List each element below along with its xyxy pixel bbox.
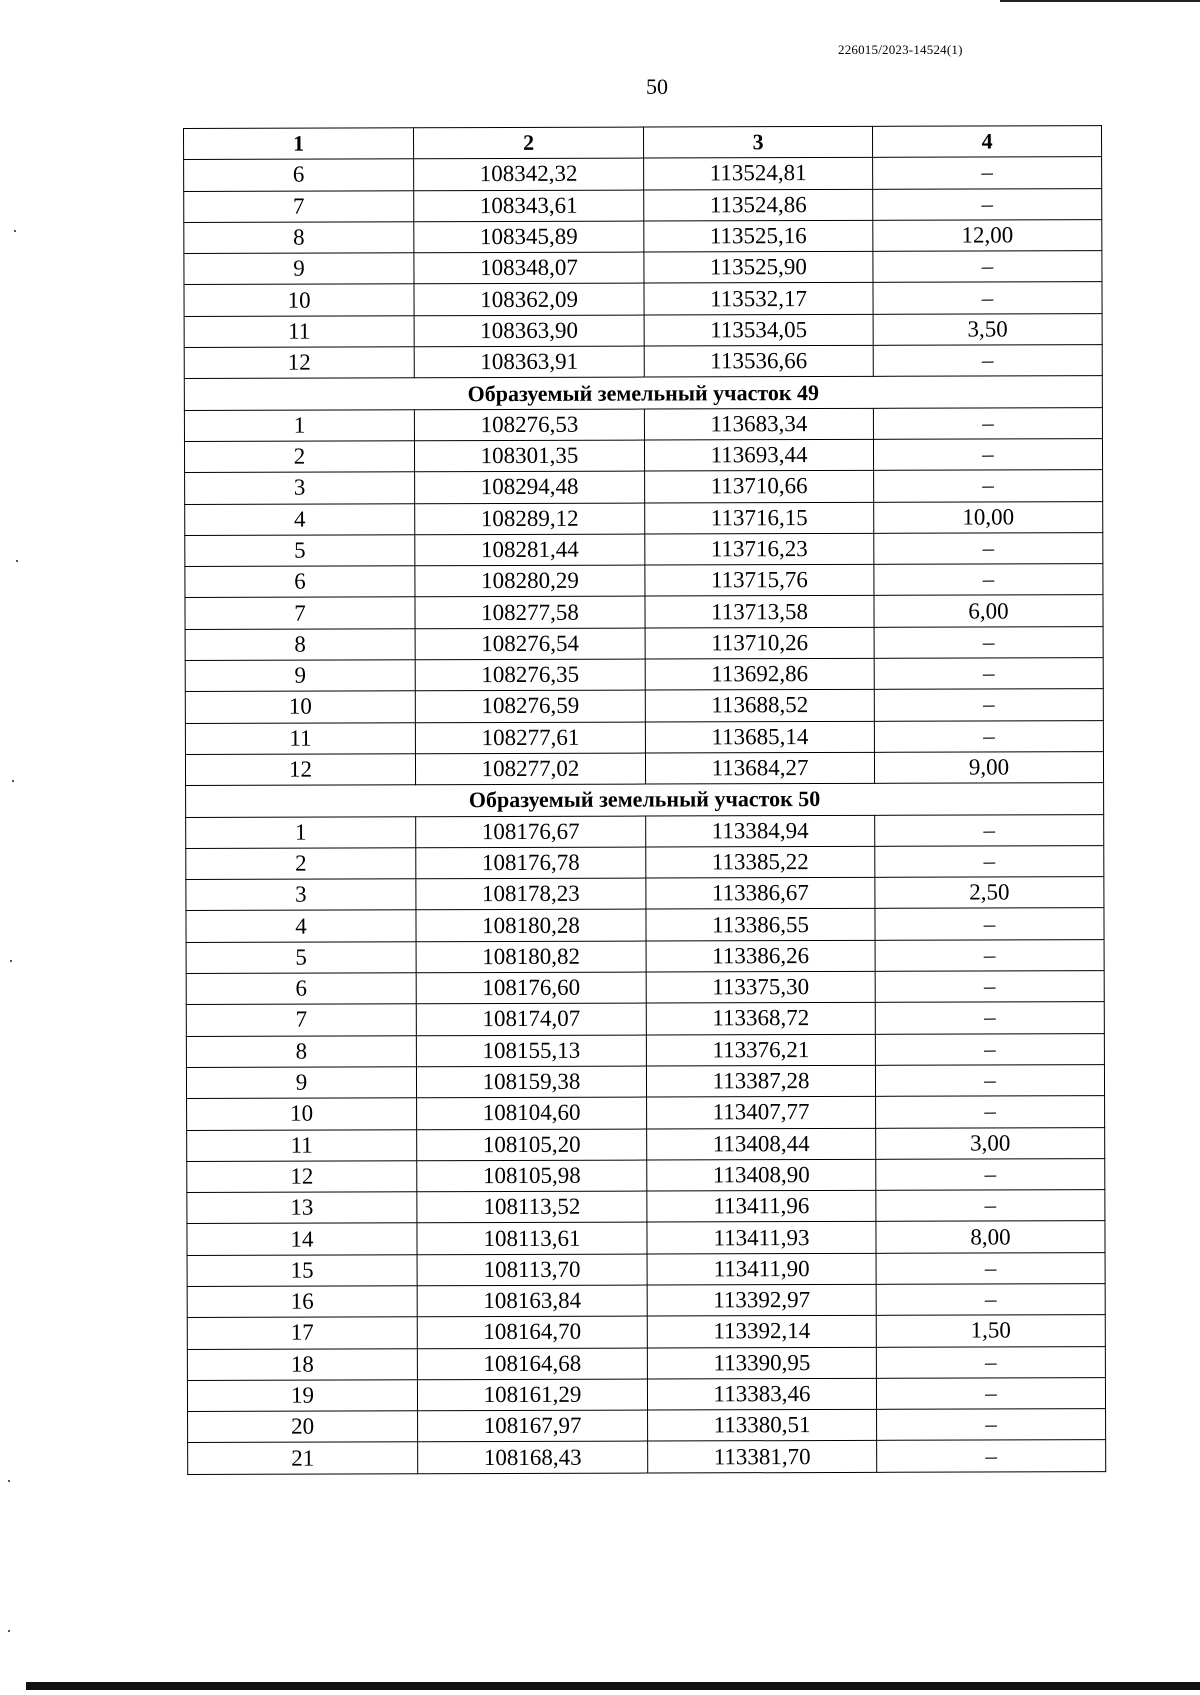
x-coordinate-cell: 108342,32 [414, 158, 644, 190]
y-coordinate-cell: 113385,22 [646, 846, 875, 878]
y-coordinate-cell: 113688,52 [645, 690, 874, 722]
distance-cell: – [876, 1096, 1105, 1128]
x-coordinate-cell: 108301,35 [414, 440, 644, 472]
y-coordinate-cell: 113524,81 [644, 158, 873, 190]
table-row [184, 439, 1102, 473]
y-coordinate-cell: 113411,93 [647, 1222, 876, 1254]
x-coordinate-cell: 108276,53 [414, 409, 644, 441]
x-coordinate-cell: 108348,07 [414, 252, 644, 284]
y-coordinate-cell: 113392,97 [647, 1284, 876, 1316]
distance-cell: 3,00 [876, 1127, 1105, 1159]
x-coordinate-cell: 108180,82 [416, 941, 646, 973]
y-coordinate-cell: 113716,23 [645, 533, 874, 565]
point-number-cell: 11 [185, 722, 415, 754]
x-coordinate-cell: 108168,43 [418, 1442, 648, 1474]
distance-cell: 2,50 [875, 877, 1104, 909]
distance-cell: – [873, 439, 1102, 471]
x-coordinate-cell: 108161,29 [417, 1379, 647, 1411]
point-number-cell: 7 [184, 190, 414, 222]
table-row [184, 157, 1102, 191]
x-coordinate-cell: 108178,23 [416, 878, 646, 910]
x-coordinate-cell: 108113,52 [417, 1191, 647, 1223]
x-coordinate-cell: 108176,67 [416, 816, 646, 848]
point-number-cell: 6 [186, 973, 416, 1005]
distance-cell: 8,00 [876, 1221, 1105, 1253]
x-coordinate-cell: 108159,38 [416, 1066, 646, 1098]
table-row [185, 470, 1103, 504]
table-row [185, 658, 1103, 692]
scan-speck [8, 1630, 10, 1632]
point-number-cell: 3 [186, 879, 416, 911]
table-row [185, 532, 1103, 566]
distance-cell: – [875, 814, 1104, 846]
table-row [186, 814, 1104, 848]
point-number-cell: 8 [186, 1035, 416, 1067]
point-number-cell: 7 [186, 1004, 416, 1036]
point-number-cell: 15 [187, 1254, 417, 1286]
distance-cell: 10,00 [874, 501, 1103, 533]
y-coordinate-cell: 113684,27 [645, 752, 874, 784]
y-coordinate-cell: 113713,58 [645, 596, 874, 628]
x-coordinate-cell: 108176,60 [416, 972, 646, 1004]
x-coordinate-cell: 108176,78 [416, 847, 646, 879]
point-number-cell: 21 [188, 1442, 418, 1474]
section-header-row [186, 783, 1104, 817]
table-row [187, 1252, 1105, 1286]
table-row [187, 1377, 1105, 1411]
distance-cell: – [875, 1002, 1104, 1034]
point-number-cell: 11 [187, 1129, 417, 1161]
table-row [186, 845, 1104, 879]
point-number-cell: 14 [187, 1223, 417, 1255]
point-number-cell: 9 [185, 660, 415, 692]
point-number-cell: 13 [187, 1192, 417, 1224]
y-coordinate-cell: 113524,86 [644, 189, 873, 221]
scan-edge-bottom [26, 1682, 1200, 1690]
table-row [187, 1127, 1105, 1161]
table-row [188, 1440, 1106, 1474]
y-coordinate-cell: 113392,14 [647, 1316, 876, 1348]
table-row [187, 1158, 1105, 1192]
page-number: 50 [646, 74, 668, 99]
point-number-cell: 1 [184, 409, 414, 441]
point-number-cell: 12 [185, 754, 415, 786]
point-number-cell: 2 [184, 441, 414, 473]
scan-speck [16, 560, 18, 562]
y-coordinate-cell: 113525,90 [644, 252, 873, 284]
point-number-cell: 19 [187, 1380, 417, 1412]
distance-cell: – [873, 282, 1102, 314]
x-coordinate-cell: 108113,61 [417, 1222, 647, 1254]
point-number-cell: 7 [185, 597, 415, 629]
distance-cell: – [874, 658, 1103, 690]
point-number-cell: 6 [185, 566, 415, 598]
table-row [184, 407, 1102, 441]
point-number-cell: 16 [187, 1286, 417, 1318]
x-coordinate-cell: 108343,61 [414, 190, 644, 222]
y-coordinate-cell: 113716,15 [645, 502, 874, 534]
x-coordinate-cell: 108105,20 [417, 1129, 647, 1161]
y-coordinate-cell: 113710,66 [645, 471, 874, 503]
x-coordinate-cell: 108104,60 [417, 1097, 647, 1129]
y-coordinate-cell: 113710,26 [645, 627, 874, 659]
x-coordinate-cell: 108345,89 [414, 221, 644, 253]
table-row [186, 877, 1104, 911]
document-number: 226015/2023-14524(1) [838, 42, 963, 57]
point-number-cell: 9 [186, 1067, 416, 1099]
column-header: 1 [184, 128, 414, 160]
point-number-cell: 5 [186, 941, 416, 973]
y-coordinate-cell: 113693,44 [644, 439, 873, 471]
y-coordinate-cell: 113383,46 [647, 1378, 876, 1410]
distance-cell: – [876, 1284, 1105, 1316]
y-coordinate-cell: 113380,51 [648, 1409, 877, 1441]
distance-cell: – [877, 1440, 1106, 1472]
x-coordinate-cell: 108276,59 [415, 690, 645, 722]
distance-cell: – [875, 908, 1104, 940]
x-coordinate-cell: 108363,90 [414, 315, 644, 347]
section-title: Образуемый земельный участок 50 [186, 783, 1104, 817]
y-coordinate-cell: 113715,76 [645, 564, 874, 596]
y-coordinate-cell: 113408,90 [647, 1159, 876, 1191]
table-row [184, 188, 1102, 222]
table-header-row [184, 126, 1102, 160]
point-number-cell: 6 [184, 159, 414, 191]
x-coordinate-cell: 108164,70 [417, 1316, 647, 1348]
y-coordinate-cell: 113411,90 [647, 1253, 876, 1285]
distance-cell: 1,50 [876, 1315, 1105, 1347]
x-coordinate-cell: 108174,07 [416, 1003, 646, 1035]
scan-speck [10, 960, 12, 962]
x-coordinate-cell: 108180,28 [416, 909, 646, 941]
point-number-cell: 20 [188, 1411, 418, 1443]
x-coordinate-cell: 108167,97 [418, 1410, 648, 1442]
column-header: 3 [643, 126, 872, 158]
point-number-cell: 4 [186, 910, 416, 942]
y-coordinate-cell: 113411,96 [647, 1190, 876, 1222]
distance-cell: – [877, 1409, 1106, 1441]
point-number-cell: 10 [184, 284, 414, 316]
column-header: 4 [872, 126, 1101, 158]
x-coordinate-cell: 108163,84 [417, 1285, 647, 1317]
table-row [187, 1346, 1105, 1380]
section-title: Образуемый земельный участок 49 [184, 376, 1102, 410]
distance-cell: – [873, 188, 1102, 220]
point-number-cell: 11 [184, 316, 414, 348]
table-row [184, 282, 1102, 316]
table-row [184, 345, 1102, 379]
distance-cell: – [873, 345, 1102, 377]
y-coordinate-cell: 113534,05 [644, 314, 873, 346]
table-row [185, 626, 1103, 660]
table-row [186, 939, 1104, 973]
table-row [186, 1002, 1104, 1036]
table-row [184, 313, 1102, 347]
x-coordinate-cell: 108289,12 [415, 503, 645, 535]
point-number-cell: 17 [187, 1317, 417, 1349]
distance-cell: – [873, 251, 1102, 283]
point-number-cell: 12 [187, 1161, 417, 1193]
table-row [187, 1096, 1105, 1130]
distance-cell: – [874, 564, 1103, 596]
x-coordinate-cell: 108276,54 [415, 628, 645, 660]
x-coordinate-cell: 108280,29 [415, 565, 645, 597]
point-number-cell: 10 [185, 691, 415, 723]
table-row [185, 501, 1103, 535]
point-number-cell: 9 [184, 253, 414, 285]
x-coordinate-cell: 108164,68 [417, 1348, 647, 1380]
point-number-cell: 10 [187, 1098, 417, 1130]
x-coordinate-cell: 108362,09 [414, 284, 644, 316]
table-row [185, 752, 1103, 786]
x-coordinate-cell: 108276,35 [415, 659, 645, 691]
y-coordinate-cell: 113408,44 [647, 1128, 876, 1160]
x-coordinate-cell: 108363,91 [414, 346, 644, 378]
table-row [186, 971, 1104, 1005]
x-coordinate-cell: 108294,48 [415, 471, 645, 503]
y-coordinate-cell: 113384,94 [646, 815, 875, 847]
x-coordinate-cell: 108277,58 [415, 597, 645, 629]
point-number-cell: 2 [186, 848, 416, 880]
y-coordinate-cell: 113683,34 [644, 408, 873, 440]
table-row [187, 1315, 1105, 1349]
table-row [185, 564, 1103, 598]
y-coordinate-cell: 113692,86 [645, 658, 874, 690]
y-coordinate-cell: 113525,16 [644, 220, 873, 252]
coordinates-table [183, 125, 1106, 1475]
distance-cell: – [874, 720, 1103, 752]
distance-cell: 3,50 [873, 313, 1102, 345]
distance-cell: – [874, 470, 1103, 502]
distance-cell: – [875, 1033, 1104, 1065]
distance-cell: 6,00 [874, 595, 1103, 627]
distance-cell: – [874, 626, 1103, 658]
table-row [185, 720, 1103, 754]
distance-cell: – [876, 1158, 1105, 1190]
distance-cell: 9,00 [874, 752, 1103, 784]
x-coordinate-cell: 108281,44 [415, 534, 645, 566]
y-coordinate-cell: 113536,66 [644, 345, 873, 377]
y-coordinate-cell: 113376,21 [646, 1034, 875, 1066]
point-number-cell: 8 [184, 222, 414, 254]
distance-cell: – [875, 845, 1104, 877]
table-row [188, 1409, 1106, 1443]
x-coordinate-cell: 108113,70 [417, 1254, 647, 1286]
distance-cell: – [874, 532, 1103, 564]
distance-cell: – [875, 971, 1104, 1003]
y-coordinate-cell: 113685,14 [645, 721, 874, 753]
table-row [186, 1033, 1104, 1067]
distance-cell: – [875, 1065, 1104, 1097]
point-number-cell: 12 [184, 347, 414, 379]
y-coordinate-cell: 113532,17 [644, 283, 873, 315]
scan-speck [14, 230, 16, 232]
x-coordinate-cell: 108277,02 [415, 753, 645, 785]
y-coordinate-cell: 113386,67 [646, 877, 875, 909]
y-coordinate-cell: 113386,55 [646, 909, 875, 941]
column-header: 2 [414, 127, 644, 159]
distance-cell: – [873, 407, 1102, 439]
y-coordinate-cell: 113407,77 [647, 1097, 876, 1129]
y-coordinate-cell: 113375,30 [646, 971, 875, 1003]
scan-speck [8, 1480, 10, 1482]
point-number-cell: 1 [186, 816, 416, 848]
y-coordinate-cell: 113390,95 [647, 1347, 876, 1379]
table-row [185, 689, 1103, 723]
distance-cell: – [873, 157, 1102, 189]
x-coordinate-cell: 108277,61 [415, 722, 645, 754]
y-coordinate-cell: 113386,26 [646, 940, 875, 972]
point-number-cell: 5 [185, 535, 415, 567]
scan-speck [12, 780, 14, 782]
scan-edge-top [1000, 0, 1200, 2]
y-coordinate-cell: 113387,28 [646, 1065, 875, 1097]
distance-cell: – [876, 1377, 1105, 1409]
distance-cell: 12,00 [873, 220, 1102, 252]
distance-cell: – [874, 689, 1103, 721]
table-row [184, 220, 1102, 254]
table-row [186, 1065, 1104, 1099]
distance-cell: – [876, 1346, 1105, 1378]
section-header-row [184, 376, 1102, 410]
table-row [187, 1190, 1105, 1224]
table-row [187, 1284, 1105, 1318]
point-number-cell: 3 [185, 472, 415, 504]
x-coordinate-cell: 108105,98 [417, 1160, 647, 1192]
point-number-cell: 18 [187, 1348, 417, 1380]
table-body [184, 157, 1106, 1474]
distance-cell: – [876, 1252, 1105, 1284]
point-number-cell: 8 [185, 629, 415, 661]
table-row [186, 908, 1104, 942]
table-row [187, 1221, 1105, 1255]
distance-cell: – [875, 939, 1104, 971]
y-coordinate-cell: 113368,72 [646, 1003, 875, 1035]
y-coordinate-cell: 113381,70 [648, 1441, 877, 1473]
distance-cell: – [876, 1190, 1105, 1222]
point-number-cell: 4 [185, 503, 415, 535]
table-row [185, 595, 1103, 629]
x-coordinate-cell: 108155,13 [416, 1035, 646, 1067]
table-row [184, 251, 1102, 285]
